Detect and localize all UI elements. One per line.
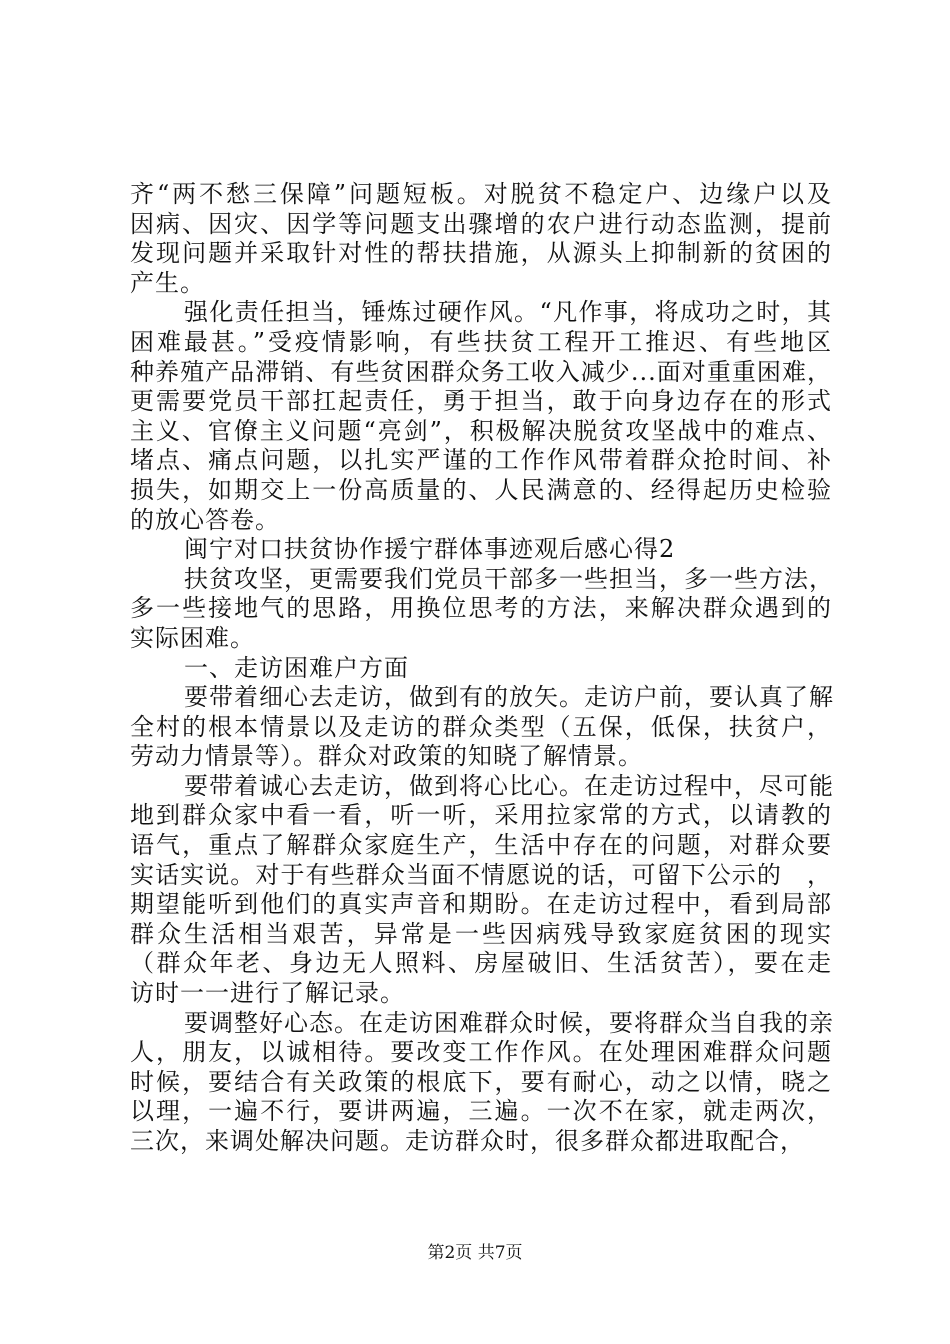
text-line: 产生。 [130, 268, 205, 297]
text-line: 实际困难。 [130, 623, 255, 652]
text-line: 时候，要结合有关政策的根底下，要有耐心，动之以情，晓之 [130, 1067, 832, 1096]
paragraph [130, 683, 832, 772]
text-line: 损失，如期交上一份高质量的、人民满意的、经得起历史检验 [130, 475, 832, 504]
text-line: 种养殖产品滞销、有些贫困群众务工收入减少...面对重重困难， [130, 357, 832, 386]
text-line: 堵点、痛点问题，以扎实严谨的工作作风带着群众抢时间、补 [130, 446, 832, 475]
text-line: 实话实说。对于有些群众当面不情愿说的话，可留下公示的 ， [130, 860, 832, 889]
text-line: 一、走访困难户方面 [184, 653, 409, 682]
page-footer: 第2页 共7页 [427, 1243, 523, 1263]
text-line: 要调整好心态。在走访困难群众时候，要将群众当自我的亲 [184, 1008, 834, 1037]
text-line: （群众年老、身边无人照料、房屋破旧、生活贫苦），要在走 [130, 949, 832, 978]
document-body [130, 180, 832, 1157]
text-line: 要带着诚心去走访，做到将心比心。在走访过程中，尽可能 [184, 771, 834, 800]
text-line: 期望能听到他们的真实声音和期盼。在走访过程中，看到局部 [130, 890, 832, 919]
text-line: 闽宁对口扶贫协作援宁群体事迹观后感心得2 [184, 535, 676, 564]
text-line: 齐“两不愁三保障”问题短板。对脱贫不稳定户、边缘户以及 [130, 180, 832, 208]
paragraph [130, 535, 832, 565]
text-line: 语气，重点了解群众家庭生产，生活中存在的问题，对群众要 [130, 831, 832, 860]
text-line: 困难最甚。”受疫情影响，有些扶贫工程开工推迟、有些地区 [130, 327, 832, 356]
text-line: 劳动力情景等）。群众对政策的知晓了解情景。 [130, 742, 643, 771]
text-line: 因病、因灾、因学等问题支出骤增的农户进行动态监测，提前 [130, 209, 832, 238]
paragraph [130, 772, 832, 1009]
text-line: 扶贫攻坚，更需要我们党员干部多一些担当，多一些方法， [184, 564, 834, 593]
text-line: 要带着细心去走访，做到有的放矢。走访户前，要认真了解 [184, 683, 834, 712]
text-line: 地到群众家中看一看，听一听，采用拉家常的方式，以请教的 [130, 801, 832, 830]
text-line: 强化责任担当，锤炼过硬作风。“凡作事，将成功之时，其 [184, 298, 832, 327]
text-line: 群众生活相当艰苦，异常是一些因病残导致家庭贫困的现实 [130, 919, 832, 948]
paragraph [130, 1009, 832, 1157]
text-line: 以理，一遍不行，要讲两遍，三遍。一次不在家，就走两次， [130, 1097, 832, 1126]
paragraph [130, 565, 832, 654]
text-line: 访时一一进行了解记录。 [130, 979, 405, 1008]
text-line: 更需要党员干部扛起责任，勇于担当，敢于向身边存在的形式 [130, 387, 832, 416]
text-line: 三次，来调处解决问题。走访群众时，很多群众都进取配合， [130, 1127, 805, 1155]
paragraph [130, 298, 832, 535]
paragraph [130, 180, 832, 298]
text-line: 主义、官僚主义问题“亮剑”，积极解决脱贫攻坚战中的难点、 [130, 416, 832, 445]
text-line: 多一些接地气的思路，用换位思考的方法，来解决群众遇到的 [130, 594, 832, 623]
text-line: 全村的根本情景以及走访的群众类型（五保，低保，扶贫户， [130, 712, 832, 741]
text-line: 人，朋友，以诚相待。要改变工作作风。在处理困难群众问题 [130, 1038, 832, 1067]
paragraph [130, 654, 832, 684]
text-line: 发现问题并采取针对性的帮扶措施，从源头上抑制新的贫困的 [130, 239, 832, 268]
text-line: 的放心答卷。 [130, 505, 280, 534]
